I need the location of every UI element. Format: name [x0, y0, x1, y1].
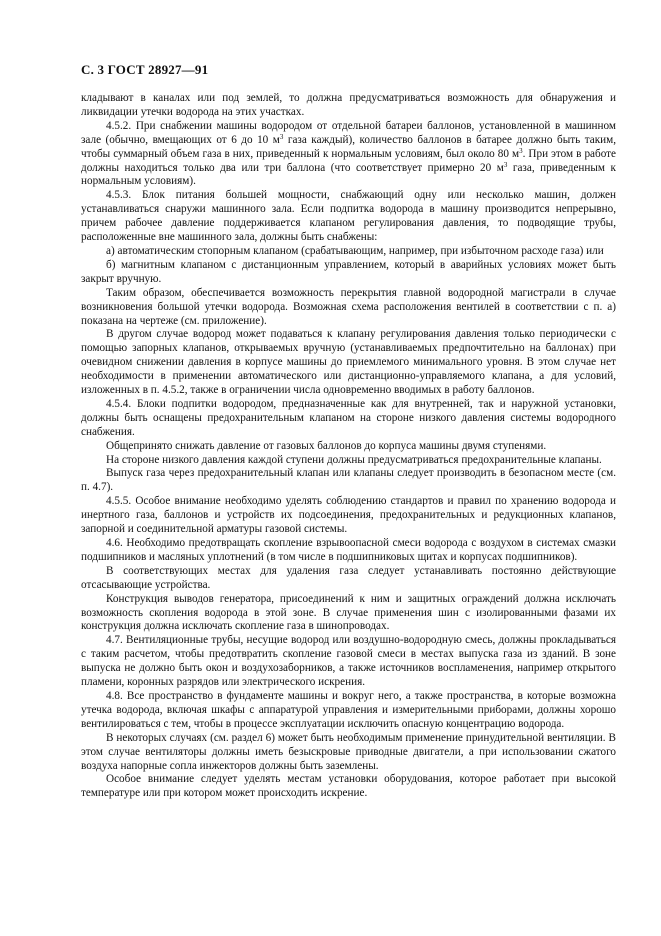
text-run: газа каждый), количество баллонов в батарее должно быть таким, чтобы суммарный объем газа в них, приведенный к нормальным условиям, был около 80 м	[81, 133, 616, 160]
superscript-cubic: 3	[519, 146, 523, 155]
paragraph: Таким образом, обеспечивается возможность перекрытия главной водородной магистрали в случае возникновения большой утечки водорода. Возможная схема расположения вентилей в соответствии с п. а) показана на чертеже (см. приложение).	[81, 286, 616, 327]
paragraph: Общепринято снижать давление от газовых баллонов до корпуса машины двумя ступенями.	[106, 439, 547, 452]
list-item-a: а) автоматическим стопорным клапаном (срабатывающим, например, при избыточном расходе газа) или	[106, 244, 604, 257]
text-run: 4.5.2. При снабжении машины водородом от отдельной батареи баллонов, установленной в машинном зале (обычно, вмещающих от 6 до 10 м	[81, 119, 616, 146]
superscript-cubic: 3	[503, 160, 508, 169]
list-item-b: б) магнитным клапаном с дистанционным управлением, который в аварийных условиях может быть закрыт вручную.	[81, 258, 616, 285]
paragraph-4-5-4: 4.5.4. Блоки подпитки водородом, предназначенные как для внутренней, так и наружной установки, должны быть оснащены предохранительным клапаном на стороне низкого давления системы водородного снабжения.	[81, 397, 616, 438]
paragraph-4-8: 4.8. Все пространство в фундаменте машины и вокруг него, а также пространства, в которые возможна утечка водорода, включая шкафы с аппаратурой управления и измерительными приборами, должны хорошо вентилироваться с тем, чтобы в процессе эксплуатации исключить опасную концентрацию водорода.	[81, 689, 616, 730]
paragraph: На стороне низкого давления каждой ступени должны предусматриваться предохранительные клапаны.	[106, 453, 602, 466]
paragraph-continuation: кладывают в каналах или под землей, то должна предусматриваться возможность для обнаружения и ликвидации утечки водорода на этих участках.	[81, 92, 616, 118]
paragraph: Конструкция выводов генератора, присоединений к ним и защитных ограждений должна исключать возможность скопления водорода в этой зоне. В случае применения шин с изолированными фазами их конструкция должна исключать скопление газа в шинопроводах.	[81, 592, 616, 633]
paragraph-4-5-2	[81, 120, 616, 190]
running-head: С. 3 ГОСТ 28927—91	[81, 62, 209, 77]
paragraph-4-6: 4.6. Необходимо предотвращать скопление взрывоопасной смеси водорода с воздухом в системах смазки подшипников и масляных уплотнений (в том числе в подшипниковых щитах и корпусах подшипников).	[81, 537, 616, 563]
document-page	[81, 62, 616, 801]
text-run: газа, приведенным к нормальным условиям).	[81, 161, 616, 188]
paragraph: Выпуск газа через предохранительный клапан или клапаны следует производить в безопасном месте (см. п. 4.7).	[81, 467, 616, 494]
text-run: . При этом в работе должны находиться только два или три баллона (что соответствует примерно 20 м	[81, 147, 616, 174]
paragraph: В другом случае водород может подаваться к клапану регулирования давления только периодически с помощью запорных клапанов, открываемых вручную (устанавливаемых предпочтительно на баллонах) при очевидном снижении давления в корпусе машины до приемлемого минимального уровня. В этом случае нет необходимости в применении автоматического или дистанционно-управляемого клапана, а для условий, изложенных в п. 4.5.2, также в ограничении числа одновременно вводимых в работу баллонов.	[81, 328, 616, 397]
paragraph-4-7: 4.7. Вентиляционные трубы, несущие водород или воздушно-водородную смесь, должны прокладываться с таким расчетом, чтобы предотвратить скопление газовой смеси в местах выпуска газа из зданий. В зоне выпуска не должно быть окон и воздухозаборников, а также источников воспламенения, например открытого пламени, коронных разрядов или электрического искрения.	[81, 634, 616, 689]
body-text	[81, 92, 616, 801]
paragraph: В соответствующих местах для удаления газа следует устанавливать постоянно действующие отсасывающие устройства.	[81, 564, 616, 591]
paragraph: Особое внимание следует уделять местам установки оборудования, которое работает при высокой температуре или при котором может происходить искрение.	[81, 773, 616, 800]
paragraph: В некоторых случаях (см. раздел 6) может быть необходимым применение принудительной вентиляции. В этом случае вентиляторы должны иметь безыскровые приводные двигатели, а при использовании сжатого воздуха напорные сопла инжекторов должны быть заземлены.	[81, 731, 616, 772]
paragraph-4-5-5: 4.5.5. Особое внимание необходимо уделять соблюдению стандартов и правил по хранению водорода и инертного газа, баллонов и устройств их подсоединения, предохранительных и редукционных клапанов, запорной и соединительной арматуры газовой системы.	[81, 495, 616, 536]
paragraph-4-5-3: 4.5.3. Блок питания большей мощности, снабжающий одну или несколько машин, должен устанавливаться снаружи машинного зала. Если подпитка водорода в машину производится непрерывно, причем рабочее давление поддерживается клапаном регулирования давления, то подводящие трубы, расположенные вне машинного зала, должны быть снабжены:	[81, 189, 616, 244]
superscript-cubic: 3	[279, 132, 284, 141]
